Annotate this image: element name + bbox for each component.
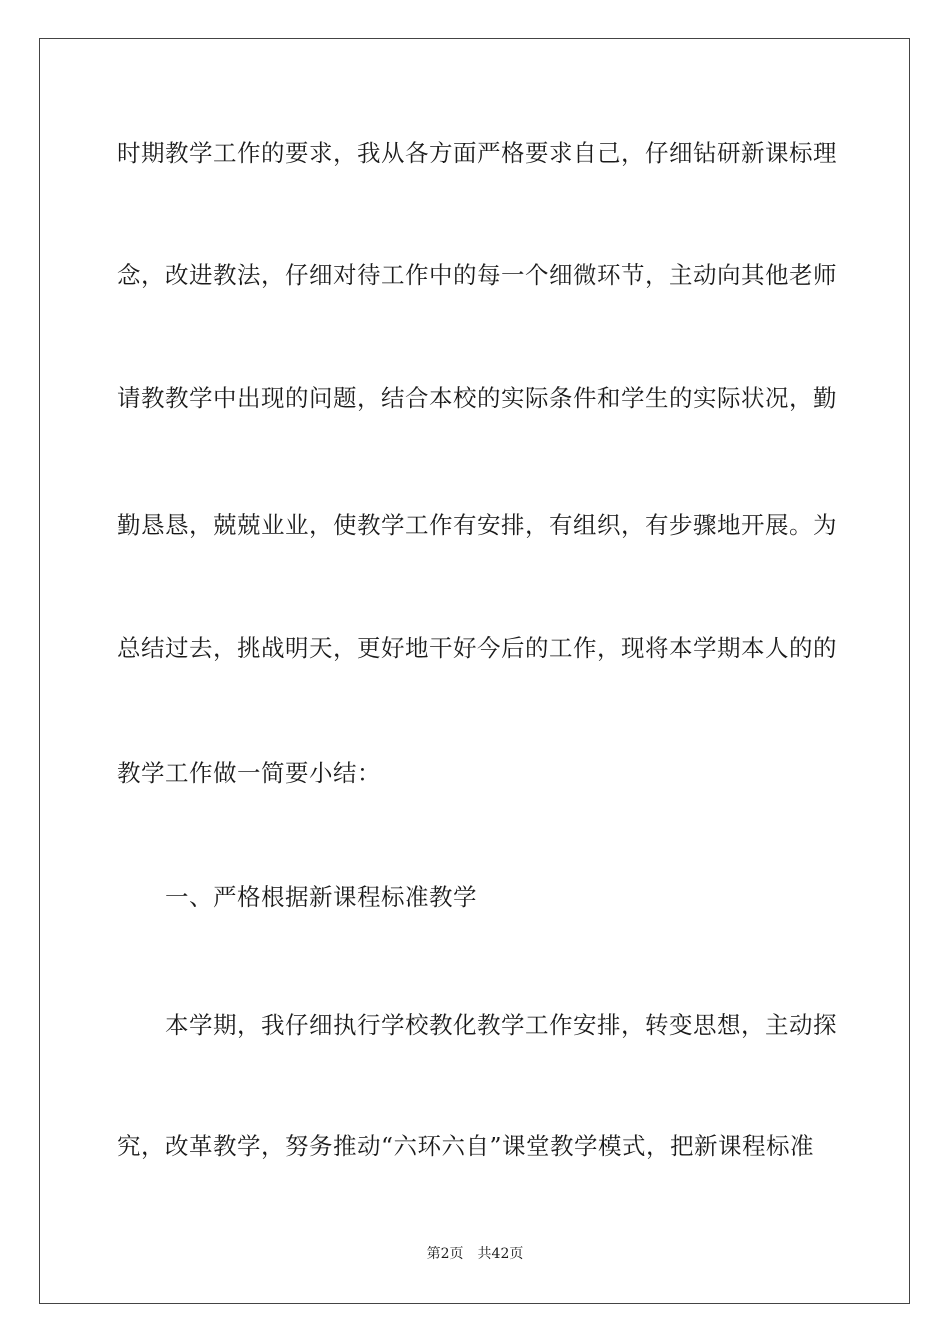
page-total: 共42页 (477, 1246, 524, 1262)
body-line-9: 究，改革教学，努务推动“六环六自”课堂教学模式，把新课程标准 (117, 1132, 815, 1160)
page-footer (0, 1245, 950, 1263)
body-line-1: 时期教学工作的要求，我从各方面严格要求自己，仔细钻研新课标理 (117, 139, 837, 167)
page-number: 第2页 (426, 1246, 464, 1262)
body-line-8: 本学期，我仔细执行学校教化教学工作安排，转变思想，主动探 (165, 1011, 837, 1039)
body-line-3: 请教教学中出现的问题，结合本校的实际条件和学生的实际状况，勤 (117, 384, 837, 412)
body-line-6: 教学工作做一简要小结： (117, 759, 381, 787)
section-heading: 一、严格根据新课程标准教学 (165, 883, 477, 911)
body-line-4: 勤恳恳，兢兢业业，使教学工作有安排，有组织，有步骤地开展。为 (117, 511, 837, 539)
page-border (39, 38, 910, 1304)
body-line-2: 念，改进教法，仔细对待工作中的每一个细微环节，主动向其他老师 (117, 261, 837, 289)
body-line-5: 总结过去，挑战明天，更好地干好今后的工作，现将本学期本人的的 (117, 634, 837, 662)
